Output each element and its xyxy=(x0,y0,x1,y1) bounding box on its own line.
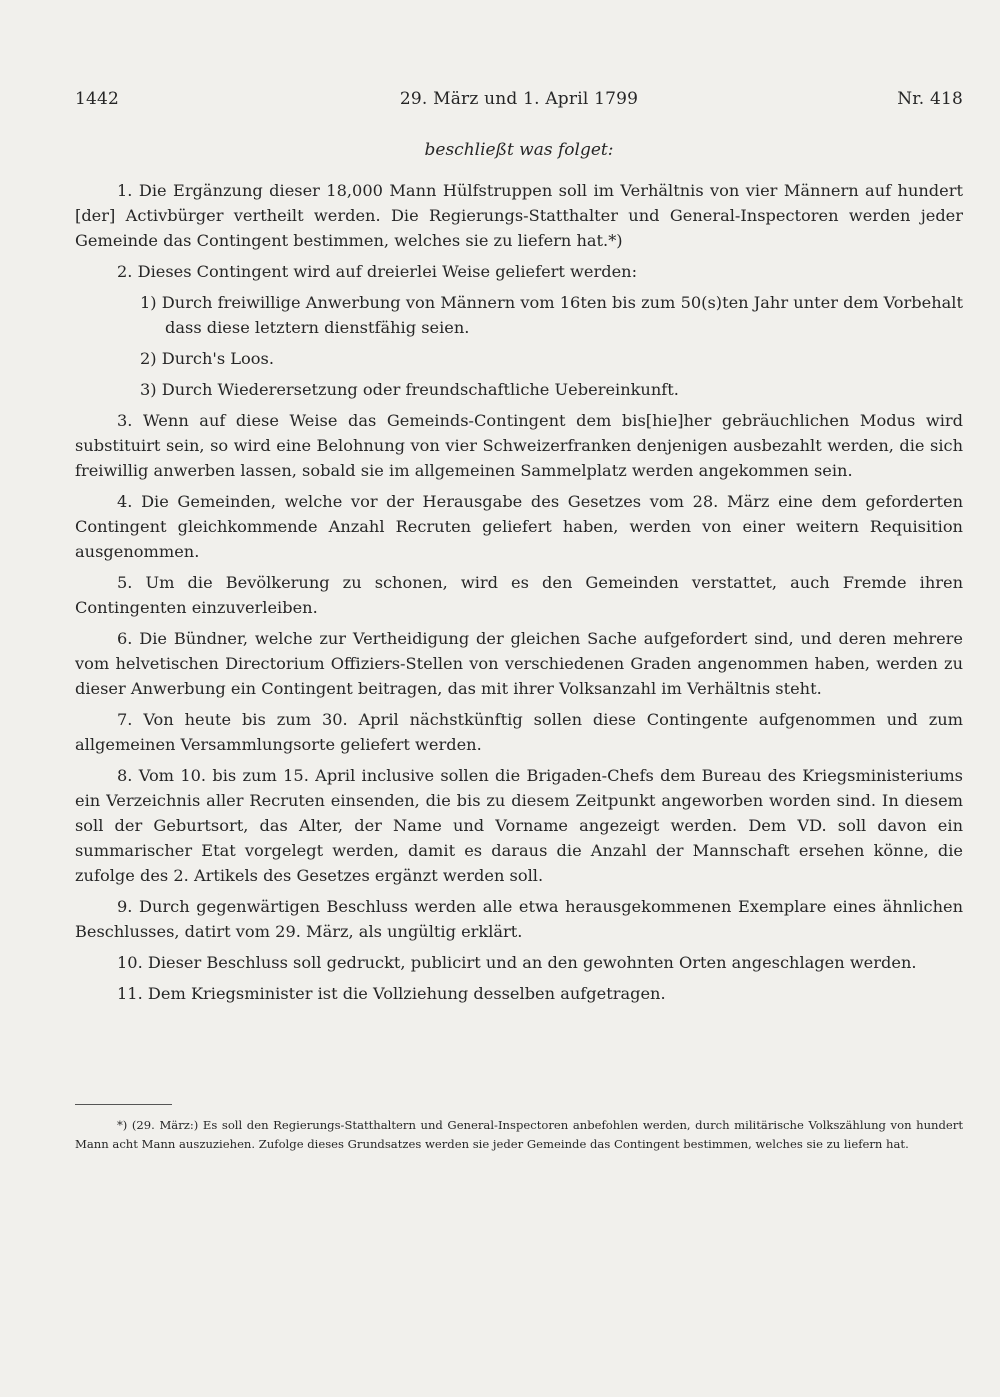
article-10: 10. Dieser Beschluss soll gedruckt, publicirt und an den gewohnten Orten angeschlagen werden. xyxy=(117,953,917,972)
article-6: 6. Die Bündner, welche zur Vertheidigung der gleichen Sache aufgefordert sind, und deren mehrere vom helvetischen Directorium Offiziers-Stellen von verschiedenen Graden angenommen haben, werden zu dieser Anwerbung ein Contingent beitragen, das mit ihrer Volksanzahl im Verhältnis steht. xyxy=(75,629,963,698)
article-2-item-1: 1) Durch freiwillige Anwerbung von Männern vom 16ten bis zum 50(s)ten Jahr unter dem Vorbehalt dass diese letztern dienstfähig seien. xyxy=(140,293,963,337)
article-3: 3. Wenn auf diese Weise das Gemeinds-Contingent dem bis[hie]her gebräuchlichen Modus wird substituirt sein, so wird eine Belohnung von vier Schweizerfranken denjenigen ausbezahlt werden, die sich freiwillig anwerben lassen, sobald sie im allgemeinen Sammelplatz werden angekommen sein. xyxy=(75,411,963,480)
footnote: *) (29. März:) Es soll den Regierungs-Statthaltern und General-Inspectoren anbefohlen werden, durch militärische Volkszählung von hundert Mann acht Mann auszuziehen. Zufolge dieses Grundsatzes werden sie jeder Gemeinde das Contingent bestimmen, welches sie zu liefern hat. xyxy=(75,1118,963,1151)
document-number: Nr. 418 xyxy=(897,89,963,109)
body-text xyxy=(75,178,963,1012)
article-7: 7. Von heute bis zum 30. April nächstkünftig sollen diese Contingente aufgenommen und zum allgemeinen Versammlungsorte geliefert werden. xyxy=(75,710,963,754)
article-4: 4. Die Gemeinden, welche vor der Herausgabe des Gesetzes vom 28. März eine dem geforderten Contingent gleichkommende Anzahl Recruten geliefert haben, werden von einer weitern Requisition ausgenommen. xyxy=(75,492,963,561)
page-header xyxy=(75,89,963,115)
article-5: 5. Um die Bevölkerung zu schonen, wird es den Gemeinden verstattet, auch Fremde ihren Contingenten einzuverleiben. xyxy=(75,573,963,617)
article-8: 8. Vom 10. bis zum 15. April inclusive sollen die Brigaden-Chefs dem Bureau des Kriegsministeriums ein Verzeichnis aller Recruten einsenden, die bis zu diesem Zeitpunkt angeworben worden sind. In diesem soll der Geburtsort, das Alter, der Name und Vorname angezeigt werden. Dem VD. soll davon ein summarischer Etat vorgelegt werden, damit es daraus die Anzahl der Mannschaft ersehen könne, die zufolge des 2. Artikels des Gesetzes ergänzt werden soll. xyxy=(75,766,963,885)
article-2-item-2: 2) Durch's Loos. xyxy=(140,349,274,368)
article-2: 2. Dieses Contingent wird auf dreierlei Weise geliefert werden: xyxy=(117,262,638,281)
header-date: 29. März und 1. April 1799 xyxy=(399,89,639,109)
intro-line: beschließt was folget: xyxy=(424,140,614,160)
page-number: 1442 xyxy=(75,89,120,109)
article-1: 1. Die Ergänzung dieser 18,000 Mann Hülfstruppen soll im Verhältnis von vier Männern auf hundert [der] Activbürger vertheilt werden. Die Regierungs-Statthalter und General-Inspectoren werden jeder Gemeinde das Contingent bestimmen, welches sie zu liefern hat.*) xyxy=(75,181,963,250)
article-9: 9. Durch gegenwärtigen Beschluss werden alle etwa herausgekommenen Exemplare eines ähnlichen Beschlusses, datirt vom 29. März, als ungültig erklärt. xyxy=(75,897,963,941)
footnote-divider xyxy=(75,1104,172,1105)
article-11: 11. Dem Kriegsminister ist die Vollziehung desselben aufgetragen. xyxy=(117,984,666,1003)
article-2-item-3: 3) Durch Wiederersetzung oder freundschaftliche Uebereinkunft. xyxy=(140,380,679,399)
